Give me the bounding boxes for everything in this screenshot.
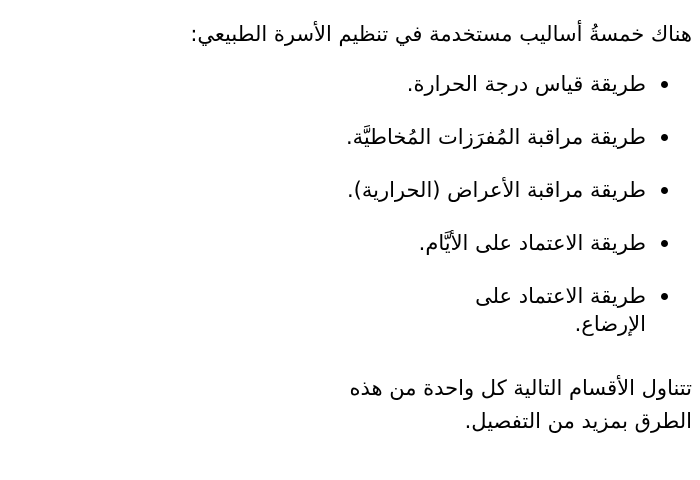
- list-item-text: طريقة قياس درجة الحرارة.: [406, 72, 646, 96]
- bullet-icon: [661, 240, 668, 247]
- list-item: [346, 229, 700, 257]
- bullet-icon: [661, 81, 668, 88]
- intro-paragraph: هناك خمسةُ أساليب مستخدمة في تنظيم الأسرة الطبيعي:: [190, 22, 692, 46]
- list-item-text: طريقة مراقبة المُفرَزات المُخاطيَّة.: [346, 125, 646, 149]
- list-item: [346, 123, 700, 151]
- list-item-text: طريقة مراقبة الأعراض (الحرارية).: [346, 178, 646, 202]
- list-item-text: طريقة الاعتماد على الإرضاع.: [475, 284, 646, 336]
- outro-paragraph: تتناول الأقسام التالية كل واحدة من هذه الطرق بمزيد من التفصيل.: [349, 376, 692, 433]
- list-item: [346, 282, 700, 338]
- list-item: [346, 176, 700, 204]
- bullet-icon: [661, 187, 668, 194]
- list-item: [346, 70, 700, 98]
- bullet-icon: [661, 293, 668, 300]
- bullet-icon: [661, 134, 668, 141]
- methods-list: [346, 70, 700, 363]
- list-item-text: طريقة الاعتماد على الأيَّام.: [418, 231, 646, 255]
